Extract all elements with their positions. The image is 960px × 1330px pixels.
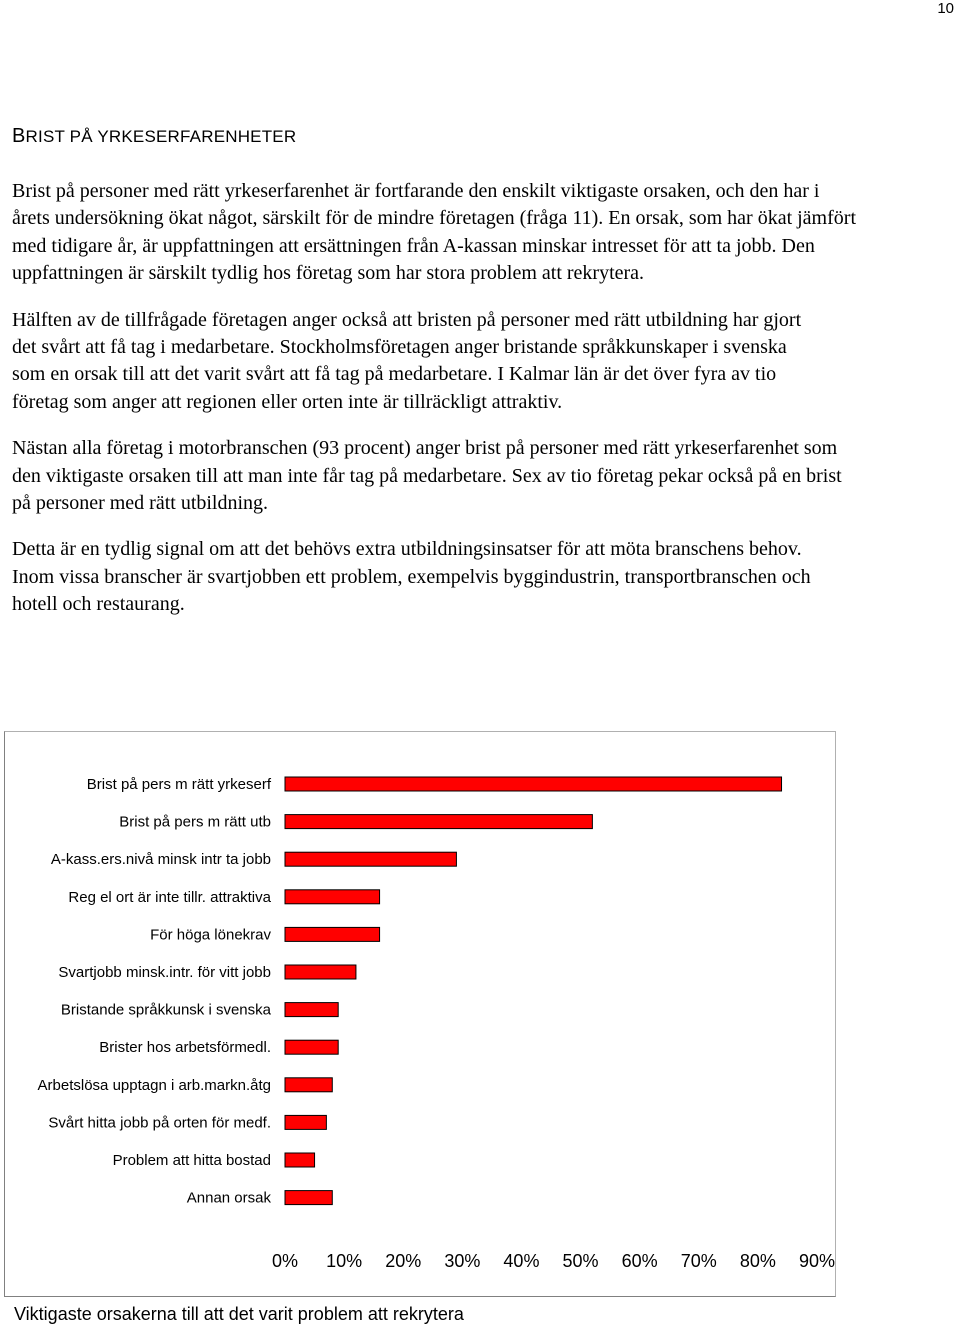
bar (285, 777, 782, 791)
heading-initial: B (12, 125, 26, 147)
x-tick-label: 70% (680, 1251, 717, 1271)
bar (285, 965, 356, 979)
body-text (12, 178, 952, 638)
x-tick-label: 20% (385, 1251, 422, 1271)
x-tick-label: 30% (444, 1251, 481, 1271)
category-labels (38, 776, 272, 1207)
category-label: Reg el ort är inte tillr. attraktiva (68, 888, 271, 906)
paragraph-4: Detta är en tydlig signal om att det behövs extra utbildningsinsatser för att möta branschens behov. Inom vissa branscher är svartjobben ett problem, exempelvis byggindustrin, transportbranschen och hotell och restaurang. (12, 538, 811, 616)
bars-layer (285, 777, 782, 1205)
category-label: Brist på pers m rätt yrkeserf (86, 776, 271, 793)
chart-frame (4, 731, 836, 1297)
bar-chart (5, 732, 835, 1296)
category-label: Annan orsak (186, 1189, 271, 1207)
bar (285, 927, 380, 941)
page-number: 10 (937, 0, 954, 17)
bar (285, 1078, 332, 1092)
bar (285, 815, 592, 829)
category-label: Brister hos arbetsförmedl. (99, 1039, 271, 1057)
category-label: A-kass.ers.nivå minsk intr ta jobb (50, 851, 271, 869)
x-tick-label: 90% (798, 1251, 835, 1271)
bar (285, 1115, 326, 1129)
category-label: Arbetslösa upptagn i arb.markn.åtg (37, 1076, 271, 1094)
x-tick-label: 0% (271, 1251, 299, 1271)
paragraph-1: Brist på personer med rätt yrkeserfarenhet är fortfarande den enskilt viktigaste orsaken, och den har i årets undersökning ökat något, särskilt för de mindre företagen (fråga 11). En orsak, som har ökat jämfört med tidigare år, är uppfattningen att ersättningen från A-kassan minskar intresset för att ta jobb. Den uppfattningen är särskilt tydlig hos företag som har stora problem att rekrytera. (12, 180, 856, 285)
x-tick-label: 10% (326, 1251, 363, 1271)
x-tick-label: 60% (621, 1251, 658, 1271)
bar (285, 890, 380, 904)
x-tick-label: 80% (739, 1251, 776, 1271)
bar (285, 852, 456, 866)
heading-rest: RIST PÅ YRKESERFARENHETER (25, 127, 297, 146)
paragraph-3: Nästan alla företag i motorbranschen (93 procent) anger brist på personer med rätt yrkeserfarenhet som den viktigaste orsaken till att man inte får tag på medarbetare. Sex av tio företag pekar också på en brist på personer med rätt utbildning. (12, 437, 842, 515)
category-label: Problem att hitta bostad (112, 1152, 271, 1169)
category-label: Brist på pers m rätt utb (119, 813, 271, 831)
category-label: Svartjobb minsk.intr. för vitt jobb (58, 964, 271, 981)
x-tick-label: 50% (562, 1251, 599, 1271)
bar (285, 1040, 338, 1054)
category-label: För höga lönekrav (150, 926, 271, 944)
x-tick-label: 40% (503, 1251, 540, 1271)
bar (285, 1191, 332, 1205)
bar (285, 1003, 338, 1017)
paragraph-2: Hälften av de tillfrågade företagen anger också att bristen på personer med rätt utbildning har gjort det svårt att få tag i medarbetare. Stockholmsföretagen anger bristande språkkunskaper i svenska som en orsak till att det varit svårt att få tag på medarbetare. I Kalmar län är det över fyra av tio företag som anger att regionen eller orten inte är tillräckligt attraktiv. (12, 308, 802, 413)
category-label: Svårt hitta jobb på orten för medf. (48, 1114, 271, 1132)
category-label: Bristande språkkunsk i svenska (60, 1001, 271, 1019)
x-tick-labels (272, 1251, 835, 1271)
bar (285, 1153, 315, 1167)
chart-caption: Viktigaste orsakerna till att det varit problem att rekrytera (14, 1304, 464, 1324)
section-heading (12, 125, 296, 148)
